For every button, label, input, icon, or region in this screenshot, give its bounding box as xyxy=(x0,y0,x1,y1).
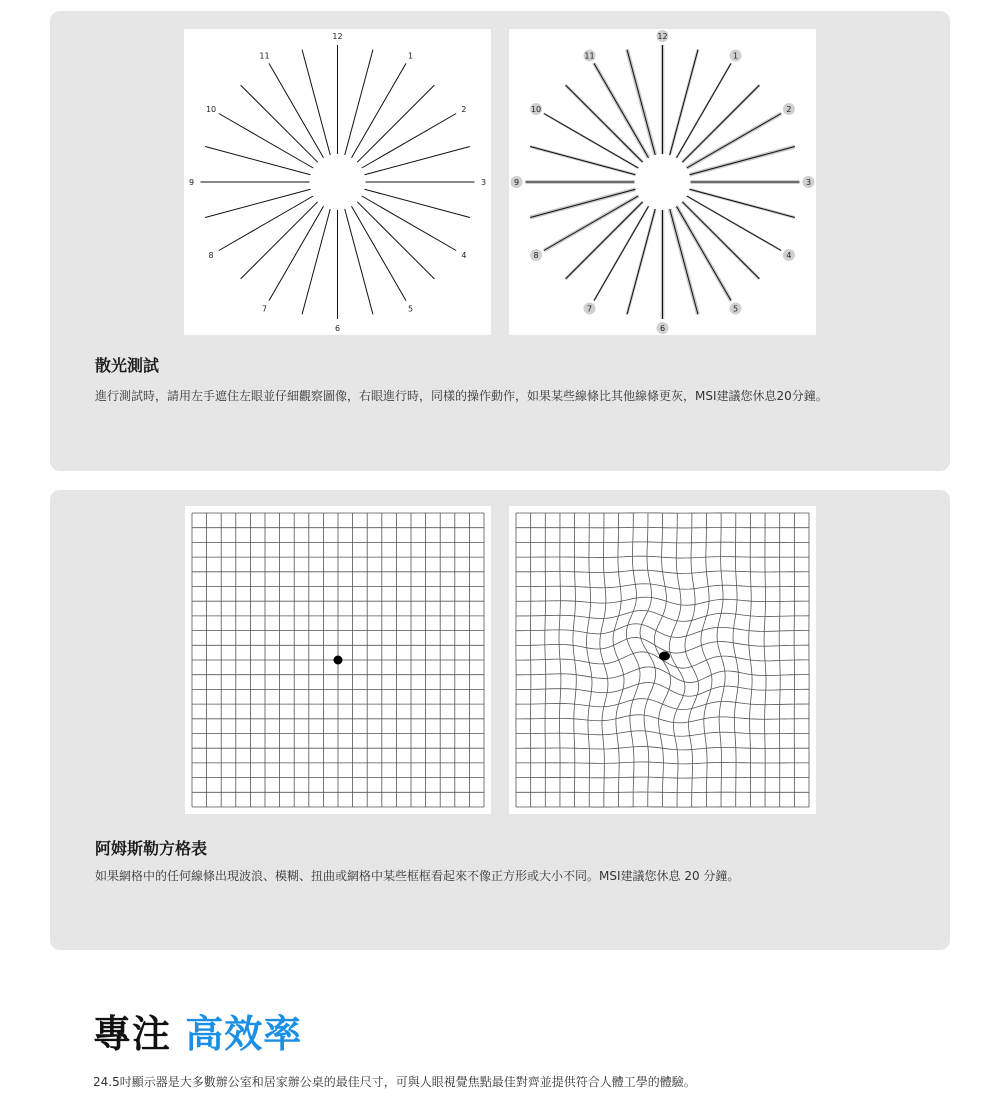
astigmatism-test-card xyxy=(50,11,950,471)
clock-label: 7 xyxy=(261,304,268,314)
clock-label: 4 xyxy=(786,251,792,260)
spoke-line xyxy=(594,206,649,300)
fixation-dot xyxy=(659,652,670,661)
clock-label: 3 xyxy=(480,178,487,187)
spoke-line xyxy=(530,147,635,175)
spoke-line xyxy=(687,114,781,169)
grid-line-horizontal xyxy=(516,542,809,543)
spoke-line xyxy=(365,147,470,175)
focus-title-accent: 高效率 xyxy=(185,1012,303,1056)
grid-line-vertical xyxy=(669,513,685,807)
fixation-dot xyxy=(334,656,343,665)
grid-line-vertical xyxy=(626,513,640,807)
spoke-line xyxy=(687,196,781,251)
clock-label: 8 xyxy=(208,251,214,260)
spoke-line xyxy=(670,209,698,314)
amsler-grid-normal xyxy=(185,506,491,814)
clock-label: 12 xyxy=(332,32,343,41)
clock-label: 7 xyxy=(586,304,593,314)
clock-label: 8 xyxy=(533,251,539,260)
spoke-line xyxy=(627,50,655,155)
clock-label: 6 xyxy=(334,324,341,333)
grid-line-vertical xyxy=(640,513,656,807)
spoke-line xyxy=(682,85,759,162)
spoke-line xyxy=(362,196,456,251)
spoke-line xyxy=(365,189,470,217)
clock-label: 1 xyxy=(407,51,414,61)
clock-dial-blurred xyxy=(509,29,816,335)
amsler-description: 如果網格中的任何線條出現波浪、模糊、扭曲或網格中某些框框看起來不像正方形或大小不同。MSI建議您休息 20 分鐘。 xyxy=(95,869,740,883)
grid-normal xyxy=(185,506,491,814)
clock-label: 5 xyxy=(732,304,739,314)
spoke-line xyxy=(677,63,732,157)
spoke-line xyxy=(357,202,434,279)
spoke-line xyxy=(345,209,373,314)
clock-label: 2 xyxy=(786,105,792,114)
focus-title-main: 專注 xyxy=(93,1012,172,1056)
spoke-line xyxy=(205,189,310,217)
amsler-title: 阿姆斯勒方格表 xyxy=(95,839,208,858)
clock-dial-normal xyxy=(184,29,491,335)
grid-distorted xyxy=(509,506,816,814)
spoke-line xyxy=(269,206,324,300)
spoke-line xyxy=(302,209,330,314)
spoke-line xyxy=(566,85,643,162)
spoke-line xyxy=(544,196,638,251)
spoke-line xyxy=(682,202,759,279)
spoke-line xyxy=(352,63,407,157)
spoke-line xyxy=(241,85,318,162)
spoke-line xyxy=(302,50,330,155)
clock-label: 9 xyxy=(513,178,520,187)
spoke-line xyxy=(690,189,795,217)
amsler-grid-card xyxy=(50,490,950,950)
clock-label: 4 xyxy=(461,251,467,260)
spoke-line xyxy=(566,202,643,279)
spoke-line xyxy=(219,114,313,169)
spoke-line xyxy=(269,63,324,157)
focus-title xyxy=(93,1003,302,1058)
spoke-line xyxy=(594,63,649,157)
spoke-line xyxy=(352,206,407,300)
clock-label: 9 xyxy=(188,178,195,187)
focus-description: 24.5吋顯示器是大多數辦公室和居家辦公桌的最佳尺寸，可與人眼視覺焦點最佳對齊並提供符合人體工學的體驗。 xyxy=(93,1075,696,1089)
spoke-line xyxy=(241,202,318,279)
clock-label: 10 xyxy=(530,105,542,114)
clock-label: 2 xyxy=(461,105,467,114)
spoke-line xyxy=(357,85,434,162)
clock-label: 12 xyxy=(657,32,668,41)
spoke-line xyxy=(219,196,313,251)
clock-label: 5 xyxy=(407,304,414,314)
clock-label: 11 xyxy=(259,51,270,61)
spoke-line xyxy=(544,114,638,169)
grid-line-horizontal xyxy=(516,637,809,653)
spoke-line xyxy=(690,147,795,175)
astigmatism-description: 進行測試時，請用左手遮住左眼並仔細觀察圖像，右眼進行時，同樣的操作動作，如果某些線條比其他線條更灰，MSI建議您休息20分鐘。 xyxy=(95,389,828,403)
amsler-grid-distorted xyxy=(509,506,816,814)
astigmatism-title: 散光測試 xyxy=(95,356,160,375)
spoke-line xyxy=(677,206,732,300)
grid-line-horizontal xyxy=(516,683,809,697)
spoke-line xyxy=(345,50,373,155)
grid-line-horizontal xyxy=(516,624,809,638)
spoke-line xyxy=(627,209,655,314)
grid-line-horizontal xyxy=(516,777,809,778)
grid-line-horizontal xyxy=(516,667,809,683)
clock-label: 6 xyxy=(659,324,666,333)
spoke-line xyxy=(670,50,698,155)
clock-label: 3 xyxy=(805,178,812,187)
astigmatism-chart-normal xyxy=(184,29,491,335)
grid-line-vertical xyxy=(685,513,699,807)
astigmatism-chart-blurred xyxy=(509,29,816,335)
spoke-line xyxy=(362,114,456,169)
clock-label: 1 xyxy=(732,51,739,61)
clock-label: 11 xyxy=(584,51,595,61)
clock-label: 10 xyxy=(205,105,217,114)
spoke-line xyxy=(530,189,635,217)
spoke-line xyxy=(205,147,310,175)
